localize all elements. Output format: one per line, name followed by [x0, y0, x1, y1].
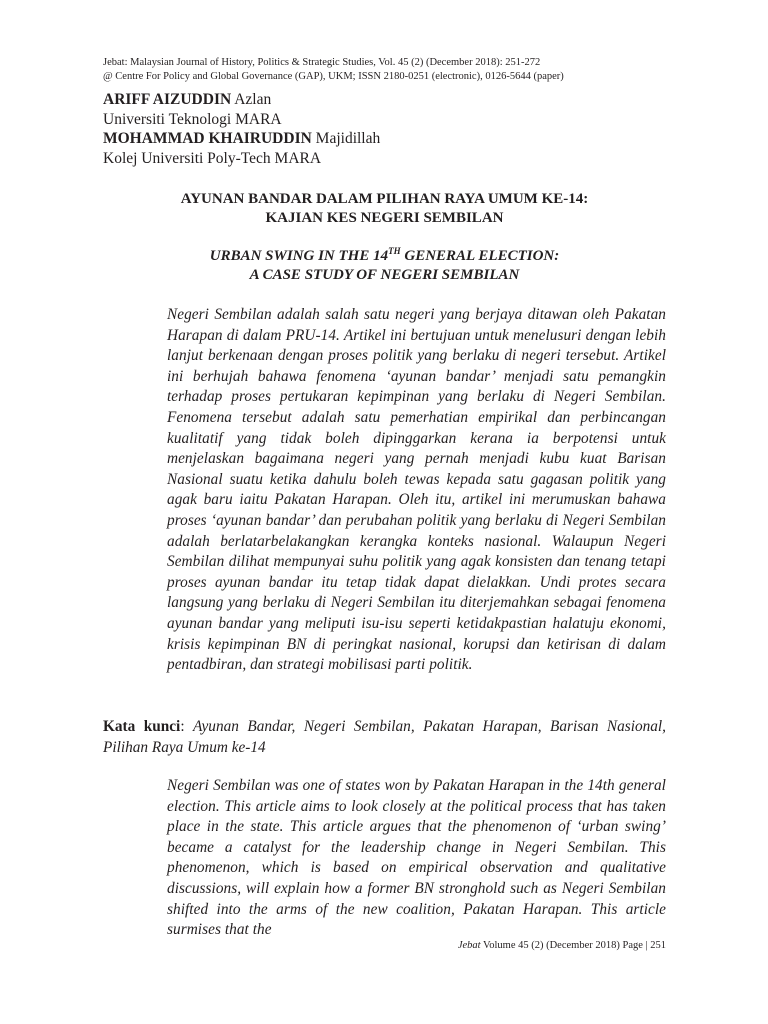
- author-block: [103, 90, 380, 168]
- journal-header: [103, 56, 564, 84]
- keywords-separator: :: [180, 718, 194, 735]
- author-name: [103, 90, 380, 110]
- title-english-line: [103, 247, 666, 266]
- footer-page-info: Volume 45 (2) (December 2018) Page | 251: [480, 940, 666, 951]
- title-malay-line: KAJIAN KES NEGERI SEMBILAN: [265, 210, 504, 226]
- journal-citation: Jebat: Malaysian Journal of History, Politics & Strategic Studies, Vol. 45 (2) (December 2018): 251-272: [103, 57, 541, 68]
- author-name: [103, 129, 380, 149]
- author-given: Majidillah: [315, 130, 381, 147]
- author-given: Azlan: [234, 91, 272, 108]
- footer-journal: Jebat: [457, 940, 481, 951]
- title-malay: [103, 190, 666, 228]
- title-english-text: URBAN SWING IN THE 14: [209, 248, 389, 264]
- title-english-text: GENERAL ELECTION:: [400, 248, 560, 264]
- page-footer: [458, 939, 666, 953]
- author-surname: ARIFF AIZUDDIN: [103, 91, 232, 108]
- ordinal-suffix: TH: [388, 246, 401, 256]
- title-malay-line: AYUNAN BANDAR DALAM PILIHAN RAYA UMUM KE-14:: [180, 191, 589, 207]
- abstract-english: Negeri Sembilan was one of states won by Pakatan Harapan in the 14th general election. This article aims to look closely at the political process that has taken place in the state. This article argues that the phenomenon of ‘urban swing’ became a catalyst for the leadership change in Negeri Sembilan. This phenomenon, which is based on empirical observation and qualitative discussions, will explain how a former BN stronghold such as Negeri Sembilan shifted into the arms of the new coalition, Pakatan Harapan. This article surmises that the: [167, 777, 666, 939]
- keywords-label: Kata kunci: [103, 718, 181, 735]
- author-affiliation: Kolej Universiti Poly-Tech MARA: [103, 149, 322, 167]
- author-surname: MOHAMMAD KHAIRUDDIN: [103, 130, 312, 147]
- title-english: [103, 247, 666, 285]
- keywords: [103, 717, 666, 758]
- journal-issn: @ Centre For Policy and Global Governance (GAP), UKM; ISSN 2180-0251 (electronic), 0126-5644 (paper): [103, 71, 564, 82]
- author-affiliation: Universiti Teknologi MARA: [103, 110, 282, 128]
- keywords-text: Ayunan Bandar, Negeri Sembilan, Pakatan Harapan, Barisan Nasional, Pilihan Raya Umum ke-14: [103, 718, 666, 756]
- title-english-line: A CASE STUDY OF NEGERI SEMBILAN: [249, 267, 520, 283]
- abstract-malay: Negeri Sembilan adalah salah satu negeri yang berjaya ditawan oleh Pakatan Harapan di dalam PRU-14. Artikel ini bertujuan untuk menelusuri dengan lebih lanjut berkenaan dengan proses politik yang berlaku di negeri tersebut. Artikel ini berhujah bahawa fenomena ‘ayunan bandar’ menjadi satu pemangkin terhadap proses pertukaran kepimpinan yang berlaku di Negeri Sembilan. Fenomena tersebut adalah satu pemerhatian empirikal dan perbincangan kualitatif yang tidak boleh dipinggarkan kerana ia berpotensi untuk menjelaskan bagaimana negeri yang pernah menjadi kubu kuat Barisan Nasional suatu ketika dahulu boleh tewas kepada satu gagasan politik yang agak baru iaitu Pakatan Harapan. Oleh itu, artikel ini merumuskan bahawa proses ‘ayunan bandar’ dan perubahan politik yang berlaku di Negeri Sembilan adalah berlatarbelakangkan kerangka konteks nasional. Walaupun Negeri Sembilan dilihat mempunyai suhu politik yang agak konsisten dan tenang tetapi proses ayunan bandar itu tetap tidak dapat dielakkan. Undi protes secara langsung yang berlaku di Negeri Sembilan itu diterjemahkan sebagai fenomena ayunan bandar yang meliputi isu-isu seperti ketidakpastian halatuju ekonomi, krisis kepimpinan BN di peringkat nasional, korupsi dan ketirisan di dalam pentadbiran, dan strategi mobilisasi parti politik.: [167, 306, 666, 674]
